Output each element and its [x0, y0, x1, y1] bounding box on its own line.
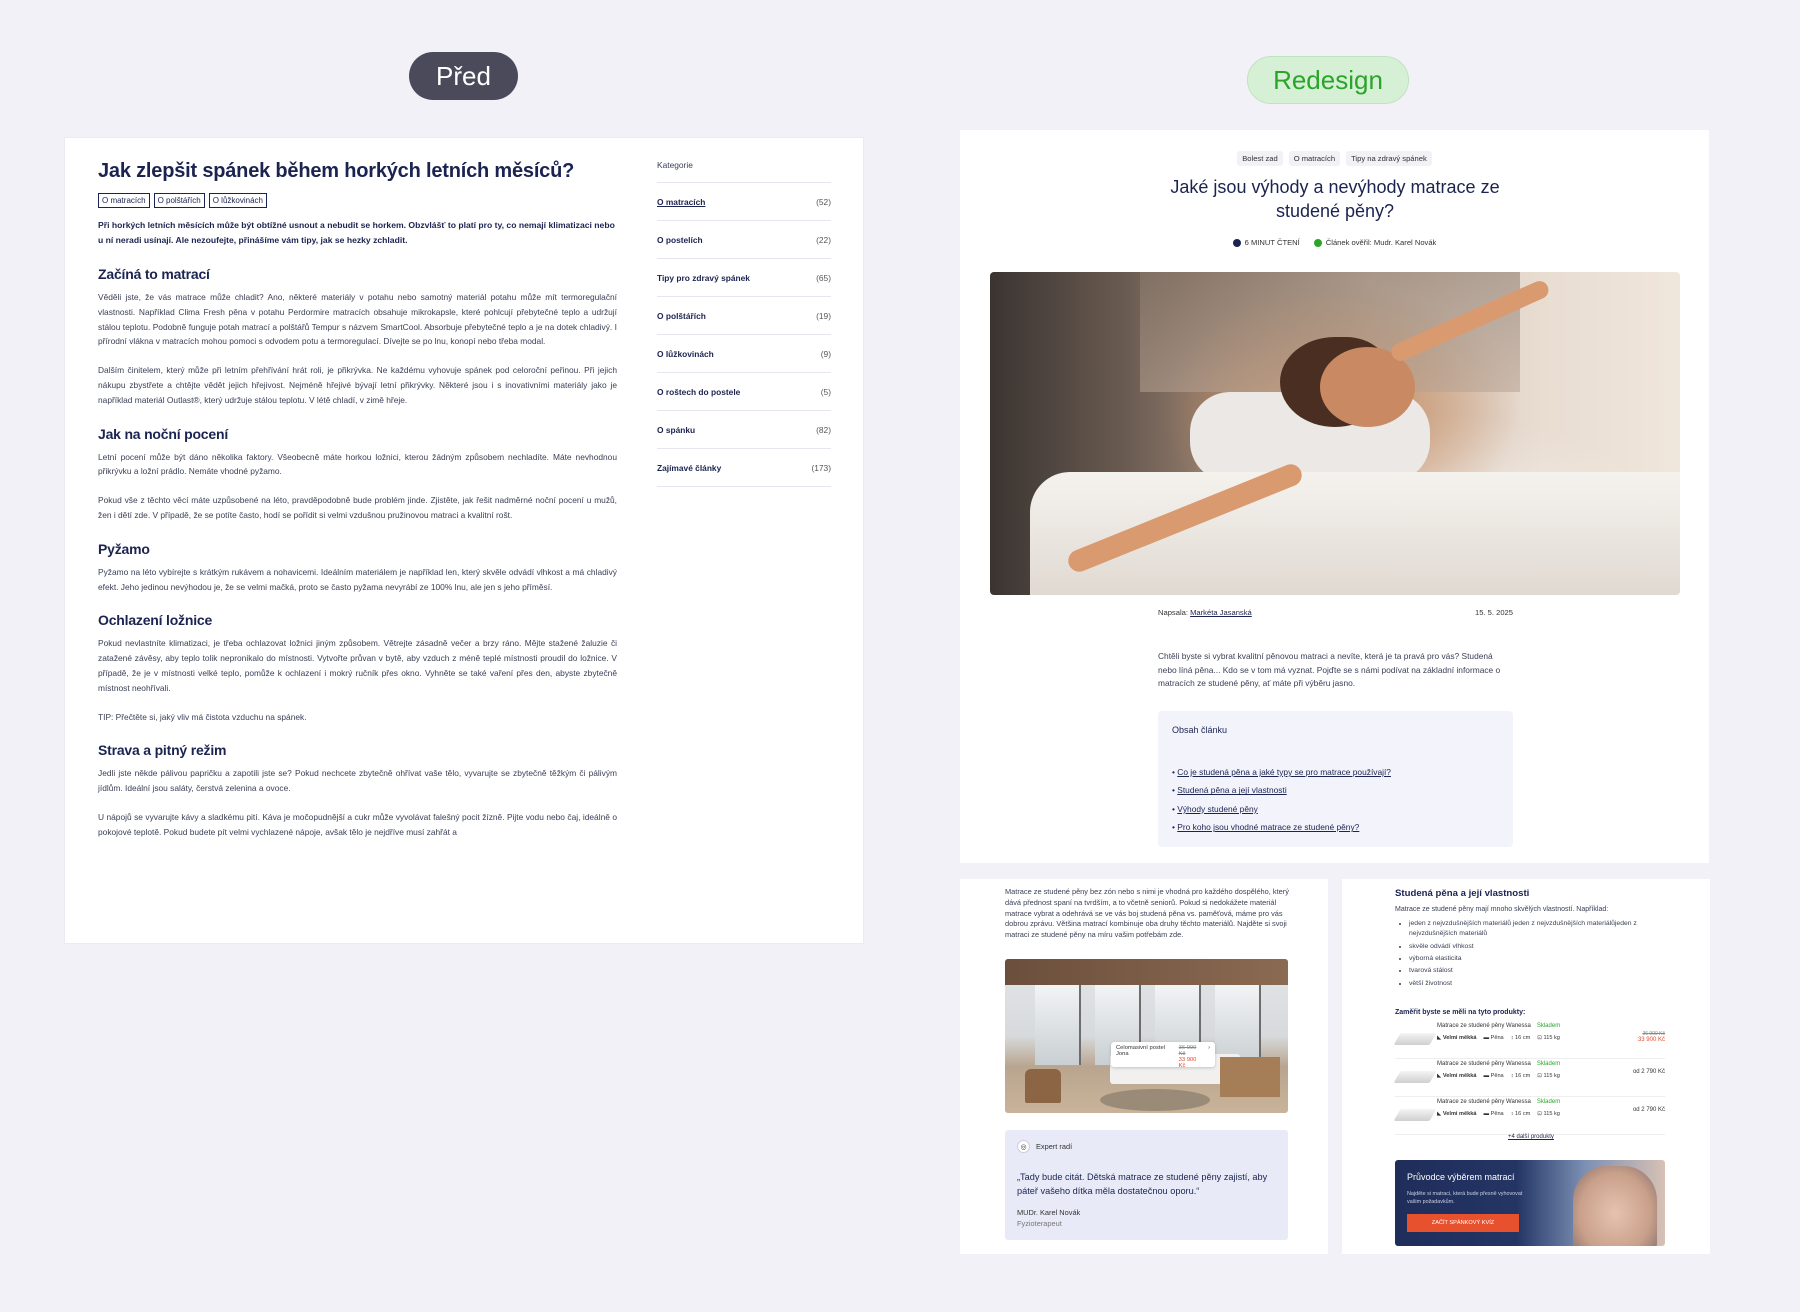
article-title: Jak zlepšit spánek během horkých letních měsíců?	[98, 160, 575, 182]
mattress-guide-banner	[1395, 1160, 1665, 1246]
property-list	[1405, 919, 1665, 990]
sidebar-item-label: Zajímavé články	[657, 462, 722, 473]
hero-image	[990, 272, 1680, 595]
products-heading: Zaměřit byste se měli na tyto produkty:	[1395, 1009, 1526, 1016]
article-title: Jaké jsou výhody a nevýhody matrace ze studené pěny?	[1170, 177, 1500, 221]
toc-item[interactable]: • Studená pěna a její vlastnosti	[1172, 785, 1287, 796]
section-heading: Strava a pitný režim	[98, 742, 227, 759]
section-paragraph: Pyžamo na léto vybírejte s krátkým rukávem a nohavicemi. Ideálním materiálem je například len, který skvěle odvádí vlhkost a má chladivý efekt. Jeho jedinou nevýhodou je, že se velmi mačká, proto se často pyžama nevyrábí ze 100% lnu, ale jen s jeho příměsí.	[98, 566, 617, 592]
mattress-image	[1394, 1071, 1437, 1083]
product-name: Matrace ze studené pěny Wanessa	[1437, 1099, 1531, 1105]
tag-luzkoviny[interactable]: O lůžkovinách	[209, 193, 267, 208]
product-specs	[1437, 1073, 1560, 1079]
weight-spec: ⊡ 115 kg	[1537, 1073, 1560, 1079]
read-time	[1233, 238, 1300, 247]
expert-header	[1017, 1140, 1276, 1153]
mattress-image	[1394, 1033, 1437, 1045]
article-lead: Při horkých letních měsících může být obtížné usnout a nebudit se horkem. Obzvlášť to platí pro ty, co nemají klimatizaci nebo u ní neradi usínají. Ale nezoufejte, přinášíme vám tipy, jak se hezky zchladit.	[98, 220, 615, 245]
toc-link[interactable]: Co je studená pěna a jaké typy se pro matrace používají?	[1177, 767, 1391, 777]
sidebar-item-label: O roštech do postele	[657, 386, 741, 397]
banner-title: Průvodce výběrem matrací	[1407, 1172, 1515, 1182]
firmness-value: Velmi měkká	[1442, 1073, 1477, 1079]
bedroom-image	[1005, 959, 1288, 1113]
list-item: • tvarová stálost	[1409, 965, 1665, 977]
weight-spec: ⊡ 115 kg	[1537, 1111, 1560, 1117]
expert-icon: ◎	[1017, 1140, 1030, 1153]
chip-tipy[interactable]: Tipy na zdravý spánek	[1346, 151, 1432, 166]
expert-name: MUDr. Karel Novák	[1017, 1208, 1081, 1218]
expert-quote-box	[1005, 1130, 1288, 1240]
section-heading: Studená pěna a její vlastnosti	[1395, 888, 1530, 899]
before-article-main	[98, 160, 617, 854]
toc-item[interactable]: • Výhody studené pěny	[1172, 803, 1258, 814]
toc-link[interactable]: Výhody studené pěny	[1177, 803, 1258, 814]
toc-item[interactable]: • Pro koho jsou vhodné matrace ze studené pěny?	[1172, 822, 1360, 833]
section-paragraph: Pokud vše z těchto věcí máte uzpůsobené na léto, pravděpodobně bude problém jinde. Zjistěte, jak řešit nadměrné noční pocení u mužů, žen i dětí zde. V případě, že se potíte často, hodí se pořídit si velmi vzdušnou pružinovou matraci a kvalitní rošt.	[98, 495, 617, 520]
sidebar-item-matrace[interactable]	[657, 183, 831, 221]
category-chips	[960, 151, 1709, 166]
section-paragraph: Pokud nevlastníte klimatizaci, je třeba ochlazovat ložnici jiným způsobem. Větrejte zásadně večer a brzy ráno. Mějte stažené žaluzie či zatažené závěsy, aby teplo tolik nepronikalo do místnosti. Vytvořte průvan v bytě, aby vzduch z méně teplé místnosti proudil do ložnice. V případě, že je v místnosti velké teplo, pomůže k ochlazení i mokrý ručník přes okno. Vyhněte se také vaření přes den, abyste zbytečně místnost neohřívali.	[98, 638, 617, 693]
sidebar-item-count: (173)	[811, 462, 831, 473]
section-paragraph: Věděli jste, že vás matrace může chladit? Ano, některé materiály v potahu nebo samotný materiál potahu může mít termoregulační vlastnosti. Například Clima Fresh pěna v potahu Perdormire matracích obsahuje mikrokapsle, které pohlcují přebytečné teplo a udržují stálou teplotu. Podobně funguje potah matrací a polštářů Tempur s názvem SmartCool. Absorbuje přebytečné teplo a je na dotek chladivý. I přírodní vlákna v matracích mohou pomoci s odvodem potu a termoregulací. Dívejte se po lnu, konopí nebo třeba modal.	[98, 292, 617, 347]
sidebar-item-label: Tipy pro zdravý spánek	[657, 272, 750, 283]
height-spec: ↕ 16 cm	[1510, 1111, 1531, 1117]
sidebar-item-luzkoviny[interactable]	[657, 335, 831, 373]
list-item: • jeden z nejvzdušnějších materiálů jeden z nejvzdušnějších materiálůjeden z nejvzdušnějších materiálů	[1409, 919, 1665, 939]
byline-prefix: Napsala:	[1158, 608, 1188, 617]
sidebar-item-label: O polštářích	[657, 310, 706, 321]
chair-shape	[1025, 1069, 1061, 1103]
material-value: Pěna	[1490, 1035, 1504, 1041]
sidebar-item-count: (65)	[816, 272, 831, 283]
material-value: Pěna	[1490, 1073, 1504, 1079]
tag-matrace[interactable]: O matracích	[98, 193, 150, 208]
product-specs	[1437, 1111, 1560, 1117]
section-lead: Matrace ze studené pěny mají mnoho skvělých vlastností. Například:	[1395, 906, 1609, 913]
firmness-value: Velmi měkká	[1442, 1111, 1477, 1117]
verified-by	[1314, 238, 1437, 247]
material-spec: ▬ Pěna	[1483, 1111, 1504, 1117]
section-heading: Pyžamo	[98, 540, 150, 557]
author-link[interactable]: Markéta Jasanská	[1190, 608, 1252, 617]
weight-value: 115 kg	[1543, 1035, 1560, 1041]
article-intro: Chtěli byste si vybrat kvalitní pěnovou matraci a nevíte, která je ta pravá pro vás? Studená nebo líná pěna... Kdo se v tom má vyznat. Pojďte se s námi podívat na základní informace o matracích ze studené pěny, ať máte při výběru jasno.	[1158, 651, 1501, 688]
product-price	[1633, 1107, 1665, 1113]
list-item: • skvěle odvádí vlhkost	[1409, 941, 1665, 953]
list-item: • výborná elasticita	[1409, 953, 1665, 965]
redesign-content-right	[1342, 879, 1710, 1254]
firmness-spec: ◣ Velmi měkká	[1437, 1035, 1477, 1041]
section-heading: Ochlazení ložnice	[98, 612, 213, 629]
tip-paragraph: TIP: Přečtěte si, jaký vliv má čistota vzduchu na spánek.	[98, 711, 307, 722]
article-tags	[98, 193, 617, 208]
product-row[interactable]	[1395, 1097, 1665, 1135]
author-line	[1158, 608, 1252, 617]
material-spec: ▬ Pěna	[1483, 1073, 1504, 1079]
sidebar-item-zajimave[interactable]	[657, 449, 831, 487]
stock-status: Skladem	[1536, 1023, 1561, 1029]
material-value: Pěna	[1490, 1111, 1504, 1117]
product-name: Matrace ze studené pěny Wanessa	[1437, 1061, 1531, 1067]
article-meta	[960, 238, 1709, 247]
body-text: Matrace ze studené pěny bez zón nebo s nimi je vhodná pro každého dospělého, který dává přednost spaní na tvrdším, a to včetně seniorů. Pokud si nedokážete materiál matrace vybrat a odehrává se ve vás boj studená pěna vs. paměťová, máme pro vás dobrou zprávu. Většina matrací kombinuje oba druhy těchto materiálů. Najděte si svoji matraci ze studené pěny na míru vašim potřebám zde.	[1005, 887, 1289, 940]
banner-portrait	[1573, 1166, 1657, 1246]
mattress-image	[1394, 1109, 1437, 1121]
window-shape	[1215, 985, 1261, 1065]
before-article-panel	[65, 138, 863, 943]
product-name-line	[1437, 1099, 1560, 1105]
old-price: 36 990 Kč	[1642, 1031, 1665, 1037]
sidebar-title: Kategorie	[657, 160, 831, 183]
product-hotspot-tag[interactable]	[1111, 1042, 1215, 1067]
clock-icon	[1233, 239, 1241, 247]
weight-value: 115 kg	[1543, 1073, 1560, 1079]
section-heading: Jak na noční pocení	[98, 425, 229, 442]
expert-label: Expert radí	[1036, 1142, 1073, 1151]
sidebar-item-label: O postelích	[657, 234, 703, 245]
current-price: 33 900 Kč	[1637, 1037, 1665, 1043]
chevron-right-icon: ›	[1208, 1045, 1210, 1051]
section-paragraph: Dalším činitelem, který může při letním přehřívání hrát roli, je přikrývka. Ne každému vyhovuje spánek pod celoroční peřinou. Při jejich nákupu zbystřete a chtějte vědět jejich hřejivost. Nejméně hřejivé bývají letní přikrývky. Některé jsou i s inovativními materiály jako je například materiál Outlast®, který udržuje stálou teplotu. V létě chladí, v zimě hřeje.	[98, 365, 617, 405]
section-heading: Začíná to matrací	[98, 266, 210, 282]
weight-value: 115 kg	[1543, 1111, 1560, 1117]
banner-subtitle: Najděte si matraci, která bude přesně vyhovovat vašim požadavkům.	[1407, 1191, 1523, 1205]
chip-bolest-zad[interactable]: Bolest zad	[1237, 151, 1282, 166]
sidebar-item-label: O lůžkovinách	[657, 348, 714, 359]
sidebar-item-count: (82)	[816, 424, 831, 435]
sidebar-item-count: (22)	[816, 234, 831, 245]
toc-link[interactable]: Pro koho jsou vhodné matrace ze studené pěny?	[1177, 822, 1360, 833]
product-tag-old-price: 36 990 Kč	[1178, 1045, 1197, 1057]
read-time-text: 6 MINUT ČTENÍ	[1244, 238, 1300, 247]
publish-date: 15. 5. 2025	[1474, 608, 1513, 617]
sidebar-item-count: (5)	[820, 386, 831, 397]
product-price	[1638, 1031, 1665, 1043]
sidebar-item-tipy[interactable]	[657, 259, 831, 297]
height-value: 16 cm	[1515, 1035, 1531, 1041]
sidebar-item-spanek[interactable]	[657, 411, 831, 449]
expert-role: Fyzioterapeut	[1017, 1219, 1062, 1229]
sidebar-item-label: O matracích	[657, 196, 706, 207]
height-spec: ↕ 16 cm	[1510, 1035, 1531, 1041]
redesign-content-left	[960, 879, 1328, 1254]
height-value: 16 cm	[1515, 1073, 1531, 1079]
stock-status: Skladem	[1536, 1099, 1561, 1105]
expert-quote: „Tady bude citát. Dětská matrace ze studené pěny zajistí, aby páteř vašeho dítka měla dostatečnou oporu.“	[1017, 1172, 1268, 1196]
product-tag-name: Celomasivní postel Jona	[1116, 1045, 1165, 1057]
sidebar-item-postele[interactable]	[657, 221, 831, 259]
product-name-line	[1437, 1061, 1560, 1067]
tag-polstare[interactable]: O polštářích	[154, 193, 205, 208]
redesign-label: Redesign	[1247, 56, 1409, 104]
product-tag-price: 33 900 Kč	[1178, 1057, 1197, 1069]
more-products-link[interactable]: +4 další produkty	[1508, 1134, 1554, 1140]
section-paragraph: Jedli jste někde pálivou papričku a zapotili jste se? Pokud nechcete zbytečně ohřívat vaše tělo, vyvarujte se zbytečně těžkým či pálivým jídlům. Ideální jsou saláty, čerstvá zelenina a ovoce.	[98, 768, 617, 794]
sidebar-item-count: (52)	[816, 196, 831, 207]
current-price: od 2 790 Kč	[1632, 1069, 1665, 1075]
table-of-contents	[1158, 711, 1513, 847]
firmness-value: Velmi měkká	[1442, 1035, 1477, 1041]
sidebar-item-count: (19)	[816, 310, 831, 321]
product-row[interactable]	[1395, 1021, 1665, 1059]
verified-text: Článek ověřil: Mudr. Karel Novák	[1325, 238, 1437, 247]
sidebar-item-count: (9)	[820, 348, 831, 359]
sidebar-item-label: O spánku	[657, 424, 696, 435]
redesign-article-top	[960, 130, 1709, 863]
product-row[interactable]	[1395, 1059, 1665, 1097]
product-specs	[1437, 1035, 1560, 1041]
toc-link[interactable]: Studená pěna a její vlastnosti	[1177, 785, 1287, 796]
cabinet-shape	[1220, 1057, 1280, 1097]
start-quiz-button[interactable]: ZAČÍT SPÁNKOVÝ KVÍZ	[1407, 1214, 1519, 1232]
product-name: Matrace ze studené pěny Wanessa	[1437, 1023, 1531, 1029]
list-item: • větší životnost	[1409, 978, 1665, 990]
ceiling-beam-shape	[1005, 959, 1288, 985]
before-label: Před	[409, 52, 518, 100]
firmness-spec: ◣ Velmi měkká	[1437, 1073, 1477, 1079]
category-sidebar	[657, 160, 831, 487]
section-paragraph: Letní pocení může být dáno několika faktory. Všeobecně máte horkou ložnici, kterou žádným způsobem nechladíte. Máte nevhodnou přikrývku a ložní prádlo. Nemáte vhodné pyžamo.	[98, 451, 617, 477]
check-icon	[1314, 239, 1322, 247]
height-spec: ↕ 16 cm	[1510, 1073, 1531, 1079]
material-spec: ▬ Pěna	[1483, 1035, 1504, 1041]
stock-status: Skladem	[1536, 1061, 1561, 1067]
firmness-spec: ◣ Velmi měkká	[1437, 1111, 1477, 1117]
toc-item[interactable]: • Co je studená pěna a jaké typy se pro matrace používají?	[1172, 767, 1391, 777]
product-price	[1633, 1069, 1665, 1075]
sidebar-item-polstare[interactable]	[657, 297, 831, 335]
current-price: od 2 790 Kč	[1632, 1107, 1665, 1113]
height-value: 16 cm	[1515, 1111, 1531, 1117]
window-shape	[1035, 985, 1081, 1065]
section-paragraph: U nápojů se vyvarujte kávy a sladkému pití. Káva je močopudnější a cukr může vyvolávat falešný pocit žízně. Pijte vodu nebo čaj, ideálně o pokojové teplotě. Pokud budete pít velmi vychlazené nápoje, avšak tělo je nejdříve musí zahřát a	[98, 811, 617, 837]
rug-shape	[1100, 1089, 1210, 1111]
product-name-line	[1437, 1023, 1560, 1029]
byline	[1158, 608, 1513, 617]
toc-title: Obsah článku	[1172, 725, 1228, 735]
chip-o-matracich[interactable]: O matracích	[1289, 151, 1340, 166]
weight-spec: ⊡ 115 kg	[1537, 1035, 1560, 1041]
sidebar-item-rosty[interactable]	[657, 373, 831, 411]
